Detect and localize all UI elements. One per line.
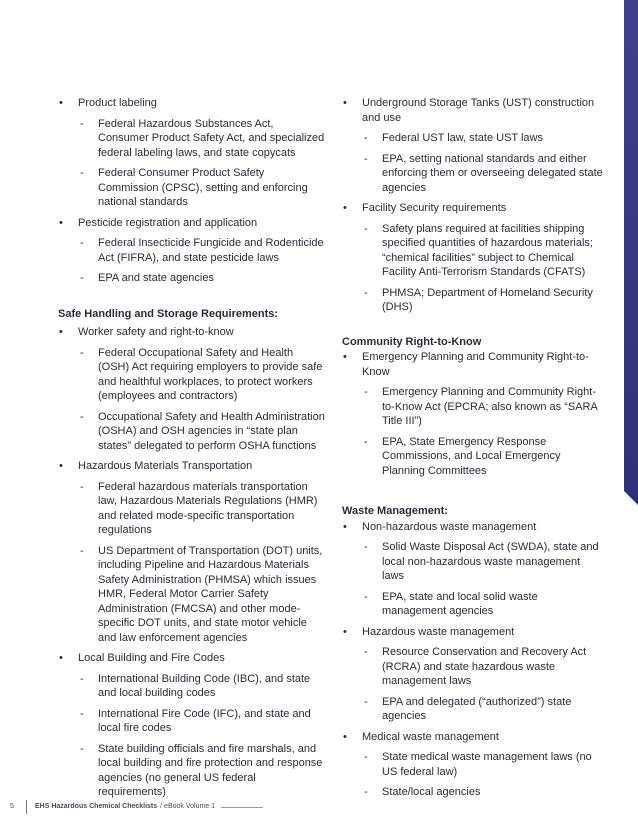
sub-item bbox=[58, 236, 326, 265]
sub-item-text: EPA, State Emergency Response Commissions, and Local Emergency Planning Committees bbox=[382, 435, 561, 477]
dash-mark: - bbox=[80, 742, 84, 755]
bullet-item bbox=[58, 651, 326, 666]
sub-item-text: Federal Hazardous Substances Act, Consumer Product Safety Act, and specialized federal labeling laws, and state copycats bbox=[98, 117, 325, 159]
sub-item-text: Occupational Safety and Health Administration (OSHA) and OSH agencies in “state plan states” delegated to perform OSHA functions bbox=[98, 410, 325, 452]
bullet-mark: • bbox=[59, 326, 63, 338]
bullet-item bbox=[342, 201, 604, 216]
bullet-item bbox=[342, 625, 604, 640]
dash-mark: - bbox=[364, 386, 368, 398]
bullet-mark: • bbox=[343, 730, 347, 743]
footer-subtitle: / eBook Volume 1 bbox=[160, 803, 216, 810]
sub-item bbox=[58, 707, 326, 736]
bullet-mark: • bbox=[343, 520, 347, 533]
sub-item-text: Federal hazardous materials transportation law, Hazardous Materials Regulations (HMR) and related mode-specific transportation regulations bbox=[98, 480, 318, 536]
dash-mark: - bbox=[364, 751, 368, 763]
sub-item bbox=[342, 750, 604, 779]
bullet-item bbox=[342, 96, 604, 125]
footer-title: EHS Hazardous Chemical Checklists bbox=[35, 803, 158, 810]
bullet-label: Medical waste management bbox=[362, 730, 499, 743]
sub-item bbox=[342, 695, 604, 724]
bullet-mark: • bbox=[343, 202, 347, 214]
bullet-item bbox=[342, 350, 604, 379]
sub-item-text: Federal Occupational Safety and Health (OSH) Act requiring employers to provide safe and healthful workplaces, to protect workers (employees and contractors) bbox=[98, 346, 323, 402]
sub-item-text: Safety plans required at facilities shipping specified quantities of hazardous materials; “chemical facilities” subject to Chemical Facility Anti-Terrorism Standards (CFATS) bbox=[382, 222, 593, 278]
dash-mark: - bbox=[364, 541, 368, 553]
dash-mark: - bbox=[80, 707, 84, 720]
sub-item-text: Solid Waste Disposal Act (SWDA), state and local non-hazardous waste management laws bbox=[382, 541, 599, 582]
sub-item bbox=[58, 117, 326, 161]
sub-item bbox=[342, 785, 604, 800]
sub-item bbox=[342, 385, 604, 429]
sub-item-text: EPA, state and local solid waste management agencies bbox=[382, 590, 538, 617]
sub-item bbox=[58, 271, 326, 286]
bullet-mark: • bbox=[343, 97, 347, 109]
sub-item-text: State/local agencies bbox=[382, 786, 481, 798]
dash-mark: - bbox=[80, 167, 84, 179]
bullet-label: Hazardous waste management bbox=[362, 625, 515, 638]
page-number: 5 bbox=[10, 803, 14, 810]
dash-mark: - bbox=[364, 590, 368, 603]
dash-mark: - bbox=[364, 435, 368, 448]
section-heading-safe-handling: Safe Handling and Storage Requirements: bbox=[58, 307, 279, 320]
right-column bbox=[342, 96, 604, 806]
bullet-mark: • bbox=[343, 625, 347, 638]
sub-item-text: International Building Code (IBC), and state and local building codes bbox=[98, 672, 311, 699]
dash-mark: - bbox=[80, 410, 84, 423]
footer-divider bbox=[26, 800, 27, 814]
dash-mark: - bbox=[364, 222, 368, 235]
sub-item-text: State medical waste management laws (no US federal law) bbox=[382, 751, 592, 778]
sub-item-text: Federal Insecticide Fungicide and Rodenticide Act (FIFRA), and state pesticide laws bbox=[98, 237, 324, 264]
sub-item-text: PHMSA; Department of Homeland Security (DHS) bbox=[382, 286, 593, 313]
bullet-item bbox=[58, 325, 326, 340]
dash-mark: - bbox=[80, 480, 84, 493]
sub-item bbox=[342, 590, 604, 619]
footer-rule bbox=[221, 807, 263, 808]
section-heading-waste: Waste Management: bbox=[342, 505, 448, 517]
sub-item-text: Federal UST law, state UST laws bbox=[382, 132, 543, 144]
bullet-label: Local Building and Fire Codes bbox=[78, 652, 225, 664]
sub-item bbox=[58, 410, 326, 454]
dash-mark: - bbox=[80, 672, 84, 685]
sub-item bbox=[342, 540, 604, 584]
sub-item-text: Federal Consumer Product Safety Commission (CPSC), setting and enforcing national standards bbox=[98, 167, 308, 208]
dash-mark: - bbox=[80, 272, 84, 284]
dash-mark: - bbox=[364, 786, 368, 798]
sub-item bbox=[58, 544, 326, 646]
bullet-label: Hazardous Materials Transportation bbox=[78, 460, 253, 472]
dash-mark: - bbox=[80, 117, 84, 130]
bullet-label: Pesticide registration and application bbox=[78, 216, 258, 229]
bullet-mark: • bbox=[59, 216, 63, 229]
sub-item bbox=[58, 672, 326, 701]
sub-item-text: EPA and state agencies bbox=[98, 272, 214, 284]
sub-item bbox=[342, 645, 604, 689]
dash-mark: - bbox=[364, 132, 368, 144]
sub-item-text: US Department of Transportation (DOT) units, including Pipeline and Hazardous Materials Safety Administration (PHMSA) which issues HMR, Federal Motor Carrier Safety Administration (FMCSA) and other mode-specific DOT units, and state motor vehicle and law enforcement agencies bbox=[98, 544, 323, 644]
bullet-label: Product labeling bbox=[78, 97, 157, 109]
dash-mark: - bbox=[364, 646, 368, 658]
bullet-mark: • bbox=[59, 460, 63, 472]
bullet-item bbox=[58, 96, 326, 111]
dash-mark: - bbox=[364, 695, 368, 708]
bullet-item bbox=[342, 520, 604, 535]
section-heading-community: Community Right-to-Know bbox=[342, 335, 482, 348]
dash-mark: - bbox=[364, 286, 368, 299]
dash-mark: - bbox=[80, 346, 84, 359]
sub-item bbox=[342, 131, 604, 146]
sub-item bbox=[342, 222, 604, 280]
sub-item-text: International Fire Code (IFC), and state and local fire codes bbox=[98, 707, 311, 734]
sub-item bbox=[342, 152, 604, 196]
page-footer bbox=[10, 800, 263, 814]
bullet-label: Worker safety and right-to-know bbox=[78, 326, 234, 338]
bullet-label: Non-hazardous waste management bbox=[362, 520, 537, 533]
sub-item bbox=[58, 166, 326, 210]
bullet-mark: • bbox=[59, 652, 63, 664]
sub-item-text: Emergency Planning and Community Right-to-Know Act (EPCRA; also known as “SARA Title III”) bbox=[382, 386, 598, 427]
bullet-item bbox=[58, 216, 326, 231]
sub-item bbox=[58, 346, 326, 404]
bullet-mark: • bbox=[59, 97, 63, 109]
bullet-mark: • bbox=[343, 351, 347, 363]
sub-item-text: Resource Conservation and Recovery Act (RCRA) and state hazardous waste management laws bbox=[382, 646, 587, 687]
dash-mark: - bbox=[80, 237, 84, 249]
bullet-label: Emergency Planning and Community Right-to-Know bbox=[362, 351, 589, 378]
sub-item-text: EPA, setting national standards and either enforcing them or overseeing delegated state agencies bbox=[382, 152, 603, 194]
dash-mark: - bbox=[80, 544, 84, 557]
bullet-item bbox=[342, 730, 604, 745]
bullet-item bbox=[58, 459, 326, 474]
bullet-label: Facility Security requirements bbox=[362, 202, 507, 214]
dash-mark: - bbox=[364, 152, 368, 165]
left-column bbox=[58, 96, 326, 806]
sub-item bbox=[58, 742, 326, 800]
sub-item-text: EPA and delegated (“authorized”) state agencies bbox=[382, 695, 572, 722]
sub-item-text: State building officials and fire marshals, and local building and fire protection and response agencies (no general US federal requirements) bbox=[98, 742, 323, 798]
page-accent-bar bbox=[624, 0, 638, 505]
sub-item bbox=[342, 286, 604, 315]
sub-item bbox=[58, 480, 326, 538]
bullet-label: Underground Storage Tanks (UST) construction and use bbox=[362, 97, 595, 124]
sub-item bbox=[342, 435, 604, 479]
